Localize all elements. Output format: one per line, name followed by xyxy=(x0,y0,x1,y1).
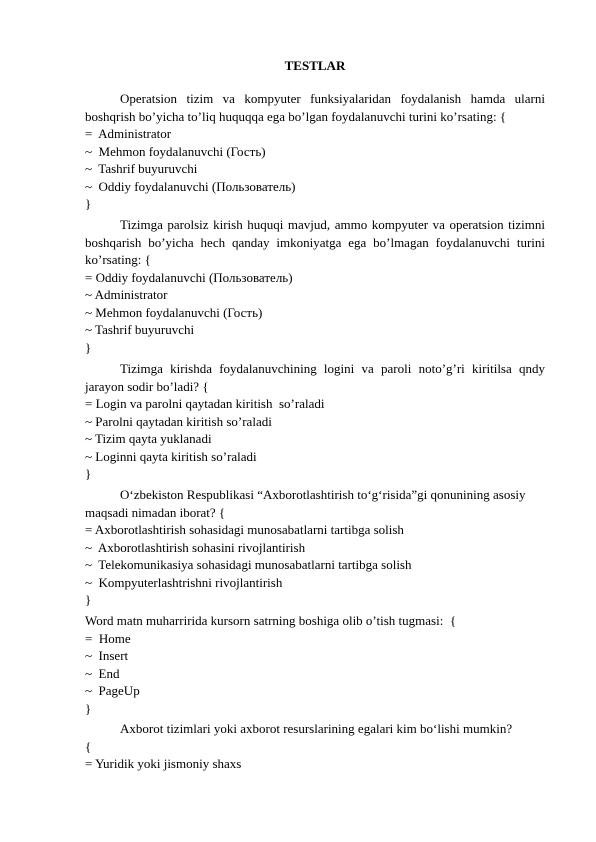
answer-option: ~ PageUp xyxy=(85,683,140,698)
answer-option: ~ End xyxy=(85,665,120,681)
answer-option: ~ Tizim qayta yuklanadi xyxy=(85,431,212,446)
answer-option: ~ Insert xyxy=(85,648,129,663)
question-2 xyxy=(85,216,545,356)
question-stem: Tizimga parolsiz kirish huquqi mavjud, ammo kompyuter va operatsion tizimni boshqarish bo’yicha hech qanday imkoniyatga ega bo’lmagan foydalanuvchi turini ko’rsating: { xyxy=(85,217,546,267)
question-1 xyxy=(85,90,545,213)
answer-option: ~ Administrator xyxy=(85,287,168,302)
question-stem: Tizimga kirishda foydalanuvchining logini va paroli noto’g’ri kiritilsa qndy jarayon sodir bo’ladi? { xyxy=(85,361,545,394)
answer-option: ~ Mehmon foydalanuvchi (Гость) xyxy=(85,304,263,320)
closing-brace: } xyxy=(85,700,92,716)
answer-option: ~ Kompyuterlashtrishni rivojlantirish xyxy=(85,574,283,590)
answer-option: = Home xyxy=(85,630,131,646)
answer-option: ~ Axborotlashtirish sohasini rivojlantirish xyxy=(85,539,306,555)
question-stem: Operatsion tizim va kompyuter funksiyalaridan foydalanish hamda ularni boshqrish bo’yicha to’liq huquqqa ega bo’lgan foydalanuvchi turini ko’rsating: { xyxy=(85,91,545,124)
question-stem: O‘zbekiston Respublikasi “Axborotlashtirish to‘g‘risida”gi qonunining asosiy maqsadi nimadan iborat? { xyxy=(85,487,526,520)
question-stem: Word matn muharririda kursorn satrning boshiga olib o’tish tugmasi: { xyxy=(85,613,457,628)
question-4 xyxy=(85,486,545,609)
closing-brace: } xyxy=(85,196,92,211)
answer-option: = Axborotlashtirish sohasidagi munosabatlarni tartibga solish xyxy=(85,522,404,537)
answer-option: ~ Tashrif buyuruvchi xyxy=(85,161,198,176)
answer-option: = Administrator xyxy=(85,126,172,141)
opening-brace: { xyxy=(85,738,92,754)
question-5 xyxy=(85,612,545,717)
closing-brace: } xyxy=(85,339,92,355)
answer-option: ~ Loginni qayta kiritish so’raladi xyxy=(85,448,257,464)
answer-option: ~ Tashrif buyuruvchi xyxy=(85,322,195,337)
question-6 xyxy=(85,720,545,773)
answer-option: = Yuridik yoki jismoniy shaxs xyxy=(85,756,242,771)
answer-option: = Oddiy foydalanuvchi (Пользователь) xyxy=(85,269,293,285)
answer-option: ~ Parolni qaytadan kiritish so’raladi xyxy=(85,413,272,429)
page-title: TESTLAR xyxy=(284,58,346,73)
answer-option: ~ Telekomunikasiya sohasidagi munosabatlarni tartibga solish xyxy=(85,557,412,572)
question-3 xyxy=(85,360,545,483)
answer-option: ~ Mehmon foydalanuvchi (Гость) xyxy=(85,143,266,159)
answer-option: ~ Oddiy foydalanuvchi (Пользователь) xyxy=(85,178,296,194)
answer-option: = Login va parolni qaytadan kiritish so’raladi xyxy=(85,396,325,411)
question-stem: Axborot tizimlari yoki axborot resurslarining egalari kim bo‘lishi mumkin? xyxy=(120,721,513,736)
closing-brace: } xyxy=(85,592,92,607)
closing-brace: } xyxy=(85,466,92,481)
